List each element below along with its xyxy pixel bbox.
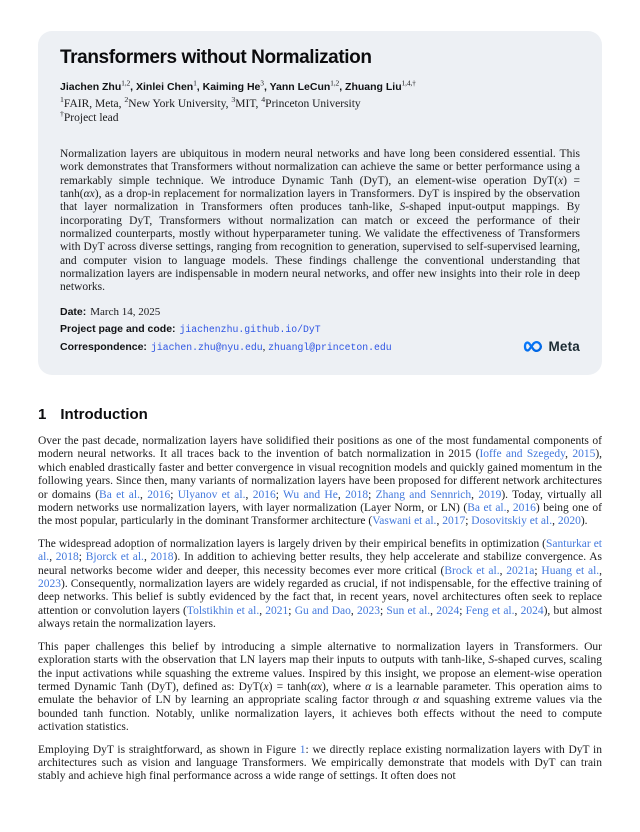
text-segment: ; bbox=[368, 488, 376, 501]
header-card bbox=[38, 31, 602, 375]
text-segment: ). bbox=[580, 515, 588, 528]
text-segment: ; bbox=[170, 488, 178, 501]
text-segment: ) = tanh( bbox=[60, 174, 580, 201]
text-segment: , bbox=[196, 81, 203, 93]
citation-link[interactable]: Ba et al. bbox=[467, 502, 507, 515]
citation-link[interactable]: Huang et al. bbox=[541, 564, 600, 577]
text-segment: ; bbox=[379, 604, 387, 617]
text-segment: , bbox=[350, 604, 357, 617]
text-segment: ) = tanh( bbox=[268, 680, 311, 693]
citation-link[interactable]: 2023 bbox=[356, 604, 380, 617]
text-segment: and squashing extreme values via the bounded tanh function. Notably, unlike normalization layers, it achieves both effects without the need to compute activation statistics. bbox=[38, 694, 602, 734]
citation-link[interactable]: Brock et al. bbox=[444, 564, 500, 577]
text-segment: MIT, bbox=[235, 98, 262, 110]
text-segment: , bbox=[130, 81, 137, 93]
text-segment: -shaped input-output mappings. By incorporating DyT, Transformers without normalization can match or exceed the performance of their normalized counterparts, mostly without hyperparameter tuning. We validate the effectiveness of Transformers with DyT across diverse settings, ranging from recognition to generation, supervised to self-supervised learning, and computer vision to language models. These findings challenge the conventional understanding that normalization layers are indispensable in modern neural networks, and offer new insights into their role in deep networks. bbox=[60, 201, 580, 294]
correspondence-row bbox=[60, 338, 580, 356]
project-page-row bbox=[60, 320, 580, 338]
project-lead-line bbox=[60, 108, 580, 126]
citation-link[interactable]: 2018 bbox=[345, 488, 369, 501]
citation-link[interactable]: Sun et al. bbox=[386, 604, 431, 617]
text-segment: FAIR, Meta, bbox=[63, 98, 125, 110]
correspondence-label: Correspondence: bbox=[60, 340, 147, 353]
meta-infinity-icon bbox=[523, 339, 544, 354]
superscript-marker: 3 bbox=[231, 95, 236, 105]
paper-title: Transformers without Normalization bbox=[60, 47, 372, 68]
citation-link[interactable]: Santurkar et al. bbox=[38, 537, 602, 564]
correspondence-email-link[interactable]: zhuangl@princeton.edu bbox=[268, 341, 392, 353]
text-segment: is a learnable parameter. This operation aims to emulate the behavior of LN by learning an appropriate scaling factor through bbox=[38, 680, 602, 707]
project-page-label: Project page and code: bbox=[60, 323, 176, 336]
citation-link[interactable]: 2016 bbox=[252, 488, 276, 501]
text-segment: , bbox=[436, 515, 443, 528]
citation-link[interactable]: 2017 bbox=[442, 515, 466, 528]
citation-link[interactable]: 2016 bbox=[147, 488, 171, 501]
text-segment: , bbox=[49, 551, 56, 564]
text-segment: ). Today, virtually all modern networks use normalization layers, with layer normalization (Layer Norm, or LN) ( bbox=[38, 488, 603, 515]
text-segment: αx bbox=[83, 188, 95, 201]
text-segment: , bbox=[339, 81, 346, 93]
citation-link[interactable]: 2021 bbox=[265, 604, 289, 617]
text-segment: , bbox=[263, 81, 270, 93]
text-segment: This paper challenges this belief by introducing a simple alternative to normalization layers in Transformers. Our exploration starts with the observation that LN layers map their inputs to outputs with tanh-like, bbox=[38, 640, 602, 667]
introduction-section bbox=[0, 375, 640, 784]
superscript-marker: 1,2 bbox=[121, 79, 131, 88]
text-segment: x bbox=[558, 174, 564, 187]
citation-link[interactable]: Wu and He bbox=[283, 488, 338, 501]
correspondence-separator: , bbox=[262, 340, 269, 353]
text-segment: ), which enabled drastically faster and better convergence in visual recognition models and quickly gained momentum in the following years. Since then, many variants of normalization layers have been proposed for different network architectures or domains ( bbox=[38, 448, 603, 501]
text-segment: -shaped curves, scaling the input activations while squashing the extreme values. Inspired by this insight, we propose an element-wise operation termed Dynamic Tanh (DyT), defined as: DyT( bbox=[38, 654, 602, 693]
text-segment: αx bbox=[310, 680, 323, 693]
citation-link[interactable]: 2015 bbox=[572, 448, 596, 461]
citation-link[interactable]: 2023 bbox=[38, 578, 61, 591]
text-segment: , bbox=[552, 515, 558, 528]
text-segment: ) being one of the most popular, particularly in the dominant Transformer architecture ( bbox=[38, 502, 602, 528]
text-segment: , bbox=[259, 604, 266, 617]
date-row bbox=[60, 303, 580, 321]
meta-logo-text: Meta bbox=[548, 339, 580, 355]
citation-link[interactable]: Bjorck et al. bbox=[85, 551, 144, 564]
citation-link[interactable]: 1 bbox=[299, 743, 306, 756]
text-segment: New York University, bbox=[128, 98, 232, 110]
citation-link[interactable]: 2024 bbox=[436, 604, 460, 617]
citation-link[interactable]: 2018 bbox=[55, 551, 79, 564]
text-segment: Normalization layers are ubiquitous in modern neural networks and have long been considered essential. This work demonstrates that Transformers without normalization can achieve the same or better performance using a remarkably simple technique. We introduce Dynamic Tanh (DyT), an element-wise operation DyT( bbox=[60, 148, 580, 187]
text-segment: , bbox=[143, 551, 151, 564]
citation-link[interactable]: Zhang and Sennrich bbox=[375, 488, 472, 501]
citation-link[interactable]: Feng et al. bbox=[465, 604, 515, 617]
citation-link[interactable]: Vaswani et al. bbox=[372, 515, 437, 528]
superscript-marker: 3 bbox=[260, 79, 264, 88]
text-segment: S bbox=[488, 654, 495, 667]
paragraph bbox=[38, 538, 602, 632]
citation-link[interactable]: 2016 bbox=[512, 502, 536, 515]
text-segment: x bbox=[263, 680, 269, 693]
superscript-marker: 1 bbox=[193, 79, 197, 88]
text-segment: , bbox=[499, 564, 507, 577]
text-segment: ; bbox=[275, 488, 284, 501]
text-segment: , bbox=[245, 488, 253, 501]
section-number: 1 bbox=[38, 406, 47, 423]
paragraph bbox=[38, 744, 602, 784]
text-segment: , bbox=[599, 564, 603, 577]
citation-link[interactable]: Ba et al. bbox=[99, 488, 140, 501]
citation-link[interactable]: 2019 bbox=[478, 488, 502, 501]
section-title: Introduction bbox=[60, 406, 148, 423]
affiliations-line bbox=[60, 95, 580, 112]
superscript-marker: 1,2 bbox=[330, 79, 340, 88]
citation-link[interactable]: 2024 bbox=[520, 604, 544, 617]
date-value: March 14, 2025 bbox=[90, 305, 161, 318]
text-segment: α bbox=[412, 694, 419, 707]
superscript-marker: † bbox=[60, 108, 64, 118]
superscript-marker: 4 bbox=[261, 95, 266, 105]
citation-link[interactable]: Dosovitskiy et al. bbox=[471, 515, 553, 528]
text-segment: ; bbox=[459, 604, 466, 617]
text-segment: Xinlei Chen bbox=[136, 81, 194, 93]
meta-block bbox=[60, 303, 580, 356]
text-segment: S bbox=[399, 201, 406, 214]
citation-link[interactable]: Ioffe and Szegedy bbox=[479, 448, 566, 461]
text-segment: α bbox=[365, 680, 372, 693]
text-segment: ; bbox=[534, 564, 542, 577]
text-segment: ), where bbox=[322, 680, 366, 693]
abstract-text bbox=[60, 148, 580, 295]
citation-link[interactable]: 2021a bbox=[506, 564, 535, 577]
date-label: Date: bbox=[60, 305, 87, 318]
text-segment: , bbox=[514, 604, 521, 617]
text-segment: : we directly replace existing normalization layers with DyT in architectures such as vision and language Transformers. We empirically demonstrate that models with DyT can train stably and achieve high final performance across a wide range of settings. It often does not bbox=[38, 743, 602, 783]
text-segment: ). Consequently, normalization layers are widely regarded as crucial, if not indispensable, for the effective training of deep networks. This belief is subtly evidenced by the fact that, in recent years, novel architectures often seek to replace attention or convolution layers ( bbox=[38, 578, 602, 617]
text-segment: Jiachen Zhu bbox=[60, 81, 122, 93]
citation-link[interactable]: Ulyanov et al. bbox=[177, 488, 246, 501]
text-segment: ), as a drop-in replacement for normalization layers in Transformers. DyT is inspired by the observation that layer normalization in Transformers often produces tanh-like, bbox=[60, 188, 580, 214]
text-segment: The widespread adoption of normalization layers is largely driven by their empirical benefits in optimization ( bbox=[38, 537, 547, 550]
citation-link[interactable]: 2020 bbox=[557, 515, 581, 528]
text-segment: Project lead bbox=[63, 111, 119, 124]
superscript-marker: 2 bbox=[124, 95, 129, 105]
paragraph bbox=[38, 641, 602, 735]
paragraph bbox=[38, 435, 602, 529]
project-page-link[interactable]: jiachenzhu.github.io/DyT bbox=[179, 324, 321, 336]
text-segment: ). In addition to achieving better results, they help accelerate and stabilize convergence. As neural networks become wider and deeper, this necessity becomes ever more critical ( bbox=[38, 551, 603, 577]
superscript-marker: 1 bbox=[60, 95, 64, 105]
text-segment: , bbox=[139, 488, 148, 501]
text-segment: , bbox=[565, 448, 573, 461]
text-segment: Zhuang Liu bbox=[345, 81, 402, 93]
text-segment: Princeton University bbox=[265, 98, 361, 110]
citation-link[interactable]: Tolstikhin et al. bbox=[186, 604, 260, 617]
section-heading bbox=[38, 406, 602, 424]
authors-line bbox=[60, 81, 580, 94]
superscript-marker: 1,4,† bbox=[401, 79, 416, 88]
citation-link[interactable]: Gu and Dao bbox=[294, 604, 351, 617]
correspondence-email-link[interactable]: jiachen.zhu@nyu.edu bbox=[150, 341, 263, 353]
text-segment: ; bbox=[465, 515, 472, 528]
text-segment: Employing DyT is straightforward, as shown in Figure bbox=[38, 743, 300, 756]
text-segment: , bbox=[337, 488, 346, 501]
text-segment: ; bbox=[78, 551, 86, 564]
text-segment: , bbox=[430, 604, 437, 617]
text-segment: ), but almost always retain the normalization layers. bbox=[38, 604, 603, 631]
text-segment: , bbox=[471, 488, 479, 501]
meta-logo bbox=[523, 339, 580, 354]
citation-link[interactable]: 2018 bbox=[150, 551, 174, 564]
text-segment: Kaiming He bbox=[202, 81, 261, 93]
text-segment: , bbox=[506, 502, 513, 515]
text-segment: Yann LeCun bbox=[269, 81, 331, 93]
text-segment: Over the past decade, normalization layers have solidified their positions as one of the most fundamental components of modern neural networks. It all traces back to the invention of batch normalization in 2015 ( bbox=[38, 435, 602, 461]
text-segment: ; bbox=[288, 604, 295, 617]
